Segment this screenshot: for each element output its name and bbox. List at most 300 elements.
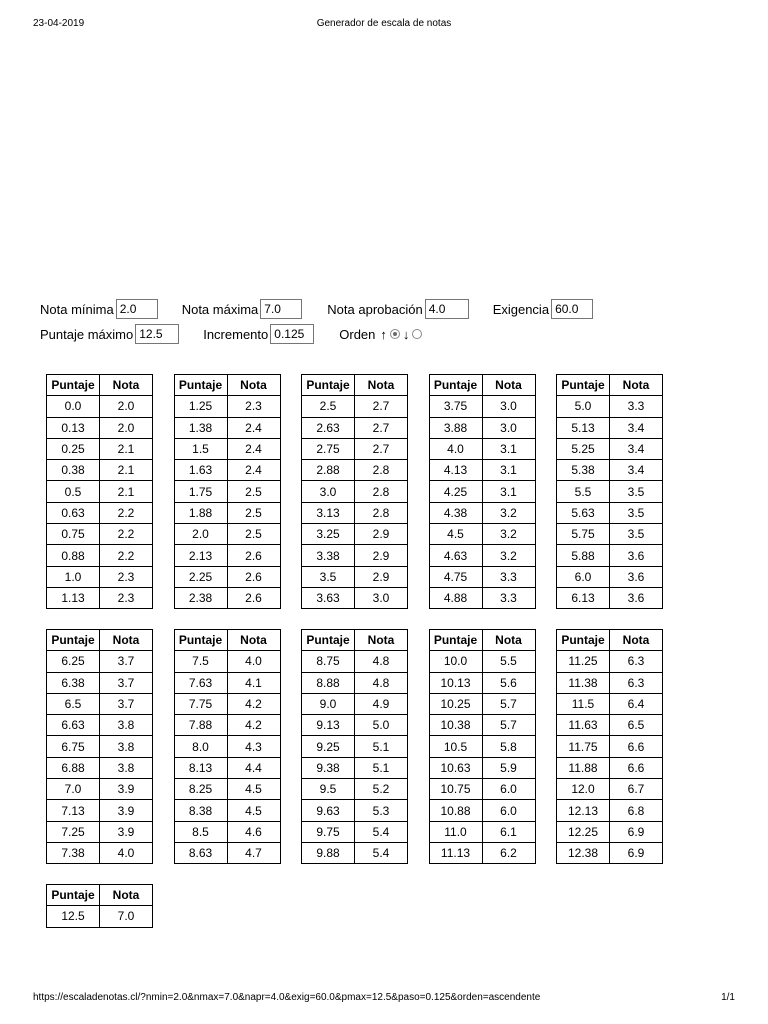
- puntaje-cell: 2.88: [302, 460, 355, 481]
- nota-header: Nota: [482, 630, 535, 651]
- puntaje-cell: 7.13: [47, 800, 100, 821]
- table-row: [47, 672, 153, 693]
- puntaje-cell: 4.25: [429, 481, 482, 502]
- nota-cell: 3.0: [482, 417, 535, 438]
- table-row: [47, 566, 153, 587]
- table-row: [557, 545, 663, 566]
- table-row: [47, 502, 153, 523]
- table-row: [47, 693, 153, 714]
- grade-table: [556, 629, 663, 864]
- puntaje-cell: 1.88: [174, 502, 227, 523]
- puntaje-cell: 0.38: [47, 460, 100, 481]
- nota-cell: 3.1: [482, 460, 535, 481]
- puntaje-cell: 11.75: [557, 736, 610, 757]
- puntaje-cell: 4.75: [429, 566, 482, 587]
- exigencia-field: [493, 299, 593, 319]
- table-row: [174, 821, 280, 842]
- puntaje-cell: 9.38: [302, 757, 355, 778]
- table-header-row: [557, 630, 663, 651]
- nota-maxima-label: Nota máxima: [181, 301, 259, 317]
- puntaje-cell: 10.5: [429, 736, 482, 757]
- table-header-row: [429, 375, 535, 396]
- form-row-puntaje: [40, 323, 425, 345]
- table-row: [47, 587, 153, 608]
- puntaje-cell: 11.88: [557, 757, 610, 778]
- table-row: [429, 438, 535, 459]
- table-row: [557, 566, 663, 587]
- nota-cell: 2.3: [100, 566, 153, 587]
- table-row: [429, 757, 535, 778]
- nota-cell: 3.1: [482, 438, 535, 459]
- nota-cell: 4.2: [227, 715, 280, 736]
- puntaje-cell: 9.88: [302, 842, 355, 863]
- puntaje-cell: 8.0: [174, 736, 227, 757]
- puntaje-cell: 2.0: [174, 524, 227, 545]
- puntaje-cell: 9.75: [302, 821, 355, 842]
- table-row: [302, 587, 408, 608]
- table-row: [174, 396, 280, 417]
- table-row: [174, 800, 280, 821]
- nota-header: Nota: [355, 630, 408, 651]
- nota-cell: 2.3: [100, 587, 153, 608]
- nota-cell: 2.9: [355, 566, 408, 587]
- puntaje-cell: 5.5: [557, 481, 610, 502]
- puntaje-cell: 4.0: [429, 438, 482, 459]
- puntaje-header: Puntaje: [429, 630, 482, 651]
- puntaje-cell: 9.13: [302, 715, 355, 736]
- table-header-row: [302, 630, 408, 651]
- print-page-number: 1/1: [721, 992, 735, 1003]
- nota-cell: 2.6: [227, 587, 280, 608]
- puntaje-cell: 4.63: [429, 545, 482, 566]
- nota-cell: 3.3: [610, 396, 663, 417]
- nota-cell: 3.6: [610, 545, 663, 566]
- puntaje-header: Puntaje: [47, 885, 100, 906]
- nota-cell: 5.0: [355, 715, 408, 736]
- grade-table: [46, 374, 153, 609]
- nota-header: Nota: [100, 375, 153, 396]
- puntaje-cell: 3.75: [429, 396, 482, 417]
- puntaje-cell: 0.88: [47, 545, 100, 566]
- table-row: [47, 545, 153, 566]
- puntaje-cell: 11.38: [557, 672, 610, 693]
- puntaje-cell: 4.88: [429, 587, 482, 608]
- nota-cell: 4.1: [227, 672, 280, 693]
- table-row: [47, 524, 153, 545]
- puntaje-cell: 6.5: [47, 693, 100, 714]
- print-url: https://escaladenotas.cl/?nmin=2.0&nmax=7.0&napr=4.0&exig=60.0&pmax=12.5&paso=0.125&orden=ascendente: [33, 992, 541, 1003]
- nota-cell: 3.8: [100, 736, 153, 757]
- puntaje-cell: 7.75: [174, 693, 227, 714]
- nota-cell: 2.5: [227, 524, 280, 545]
- puntaje-cell: 5.0: [557, 396, 610, 417]
- table-row: [429, 779, 535, 800]
- puntaje-cell: 8.75: [302, 651, 355, 672]
- nota-cell: 2.4: [227, 460, 280, 481]
- nota-cell: 3.9: [100, 821, 153, 842]
- nota-cell: 3.3: [482, 566, 535, 587]
- table-row: [302, 566, 408, 587]
- nota-cell: 4.5: [227, 779, 280, 800]
- puntaje-cell: 2.63: [302, 417, 355, 438]
- nota-cell: 3.7: [100, 672, 153, 693]
- puntaje-cell: 4.38: [429, 502, 482, 523]
- table-row: [429, 821, 535, 842]
- puntaje-cell: 0.13: [47, 417, 100, 438]
- puntaje-cell: 1.63: [174, 460, 227, 481]
- table-row: [429, 800, 535, 821]
- puntaje-cell: 12.0: [557, 779, 610, 800]
- puntaje-maximo-input[interactable]: [135, 324, 179, 344]
- puntaje-cell: 2.38: [174, 587, 227, 608]
- nota-cell: 2.9: [355, 545, 408, 566]
- nota-cell: 2.9: [355, 524, 408, 545]
- table-row: [429, 417, 535, 438]
- puntaje-cell: 8.88: [302, 672, 355, 693]
- table-row: [174, 417, 280, 438]
- nota-cell: 2.8: [355, 481, 408, 502]
- puntaje-cell: 1.25: [174, 396, 227, 417]
- nota-cell: 5.3: [355, 800, 408, 821]
- nota-cell: 2.6: [227, 545, 280, 566]
- table-row: [174, 438, 280, 459]
- table-row: [174, 524, 280, 545]
- nota-cell: 5.7: [482, 715, 535, 736]
- puntaje-cell: 0.63: [47, 502, 100, 523]
- nota-cell: 6.4: [610, 693, 663, 714]
- arrow-down-icon: ↓: [402, 326, 410, 342]
- table-row: [429, 396, 535, 417]
- nota-cell: 2.4: [227, 417, 280, 438]
- puntaje-header: Puntaje: [174, 375, 227, 396]
- nota-cell: 5.6: [482, 672, 535, 693]
- table-row: [174, 736, 280, 757]
- grade-table: [174, 629, 281, 864]
- puntaje-cell: 10.25: [429, 693, 482, 714]
- table-header-row: [302, 375, 408, 396]
- table-header-row: [429, 630, 535, 651]
- table-row: [302, 502, 408, 523]
- table-row: [557, 800, 663, 821]
- nota-cell: 3.7: [100, 693, 153, 714]
- nota-cell: 4.8: [355, 651, 408, 672]
- table-row: [47, 396, 153, 417]
- nota-cell: 6.9: [610, 842, 663, 863]
- table-row: [429, 545, 535, 566]
- table-row: [174, 779, 280, 800]
- table-row: [174, 566, 280, 587]
- table-header-row: [47, 375, 153, 396]
- table-row: [302, 736, 408, 757]
- nota-cell: 2.7: [355, 396, 408, 417]
- table-row: [47, 417, 153, 438]
- nota-cell: 2.5: [227, 481, 280, 502]
- puntaje-cell: 3.5: [302, 566, 355, 587]
- table-row: [174, 502, 280, 523]
- puntaje-cell: 5.38: [557, 460, 610, 481]
- puntaje-cell: 3.25: [302, 524, 355, 545]
- print-title: Generador de escala de notas: [316, 18, 452, 29]
- puntaje-cell: 1.5: [174, 438, 227, 459]
- table-row: [174, 842, 280, 863]
- nota-cell: 4.2: [227, 693, 280, 714]
- orden-descendente-radio[interactable]: [412, 329, 422, 339]
- puntaje-cell: 9.63: [302, 800, 355, 821]
- nota-minima-input[interactable]: [116, 299, 158, 319]
- grade-table: [301, 629, 408, 864]
- grade-table: [429, 629, 536, 864]
- incremento-input[interactable]: [270, 324, 314, 344]
- puntaje-cell: 3.88: [429, 417, 482, 438]
- grade-table: [301, 374, 408, 609]
- table-row: [302, 524, 408, 545]
- puntaje-header: Puntaje: [429, 375, 482, 396]
- nota-cell: 2.1: [100, 438, 153, 459]
- grade-table: [46, 629, 153, 864]
- nota-cell: 4.8: [355, 672, 408, 693]
- table-row: [47, 715, 153, 736]
- table-row: [557, 502, 663, 523]
- puntaje-cell: 11.0: [429, 821, 482, 842]
- orden-label: Orden: [339, 326, 376, 342]
- puntaje-cell: 2.25: [174, 566, 227, 587]
- nota-cell: 3.1: [482, 481, 535, 502]
- table-row: [429, 502, 535, 523]
- nota-header: Nota: [100, 885, 153, 906]
- nota-cell: 2.7: [355, 417, 408, 438]
- puntaje-header: Puntaje: [174, 630, 227, 651]
- puntaje-header: Puntaje: [47, 630, 100, 651]
- puntaje-cell: 1.13: [47, 587, 100, 608]
- puntaje-cell: 6.88: [47, 757, 100, 778]
- table-row: [302, 545, 408, 566]
- nota-cell: 5.5: [482, 651, 535, 672]
- nota-cell: 2.3: [227, 396, 280, 417]
- puntaje-cell: 5.25: [557, 438, 610, 459]
- table-row: [302, 417, 408, 438]
- nota-cell: 6.3: [610, 651, 663, 672]
- table-row: [429, 566, 535, 587]
- nota-aprobacion-label: Nota aprobación: [327, 301, 423, 317]
- nota-cell: 2.0: [100, 417, 153, 438]
- table-row: [429, 587, 535, 608]
- table-row: [557, 651, 663, 672]
- table-header-row: [174, 375, 280, 396]
- table-row: [302, 438, 408, 459]
- nota-cell: 6.0: [482, 779, 535, 800]
- puntaje-cell: 10.75: [429, 779, 482, 800]
- puntaje-cell: 3.13: [302, 502, 355, 523]
- nota-cell: 3.9: [100, 800, 153, 821]
- nota-cell: 4.6: [227, 821, 280, 842]
- puntaje-header: Puntaje: [302, 630, 355, 651]
- table-row: [429, 460, 535, 481]
- nota-maxima-field: [182, 299, 303, 319]
- puntaje-cell: 6.25: [47, 651, 100, 672]
- puntaje-cell: 10.13: [429, 672, 482, 693]
- table-row: [302, 672, 408, 693]
- table-row: [174, 672, 280, 693]
- nota-cell: 2.2: [100, 524, 153, 545]
- table-row: [557, 460, 663, 481]
- nota-cell: 3.9: [100, 779, 153, 800]
- puntaje-cell: 7.0: [47, 779, 100, 800]
- table-row: [302, 779, 408, 800]
- nota-aprobacion-field: [327, 299, 468, 319]
- puntaje-cell: 12.5: [47, 906, 100, 927]
- puntaje-cell: 11.5: [557, 693, 610, 714]
- table-row: [47, 906, 153, 927]
- table-row: [47, 821, 153, 842]
- table-row: [557, 842, 663, 863]
- nota-cell: 5.1: [355, 736, 408, 757]
- puntaje-cell: 2.13: [174, 545, 227, 566]
- puntaje-maximo-label: Puntaje máximo: [40, 326, 134, 342]
- puntaje-header: Puntaje: [302, 375, 355, 396]
- table-row: [174, 651, 280, 672]
- table-row: [429, 736, 535, 757]
- puntaje-cell: 9.0: [302, 693, 355, 714]
- nota-header: Nota: [355, 375, 408, 396]
- nota-cell: 5.2: [355, 779, 408, 800]
- puntaje-cell: 5.88: [557, 545, 610, 566]
- table-row: [557, 524, 663, 545]
- table-row: [174, 715, 280, 736]
- puntaje-cell: 8.38: [174, 800, 227, 821]
- nota-cell: 3.4: [610, 417, 663, 438]
- table-row: [302, 651, 408, 672]
- nota-cell: 2.1: [100, 460, 153, 481]
- grade-table: [174, 374, 281, 609]
- nota-cell: 6.0: [482, 800, 535, 821]
- nota-cell: 2.8: [355, 460, 408, 481]
- nota-cell: 3.4: [610, 438, 663, 459]
- nota-cell: 4.9: [355, 693, 408, 714]
- nota-cell: 3.2: [482, 545, 535, 566]
- puntaje-cell: 12.25: [557, 821, 610, 842]
- table-row: [557, 438, 663, 459]
- orden-ascendente-radio[interactable]: [390, 329, 400, 339]
- nota-cell: 3.5: [610, 502, 663, 523]
- nota-cell: 3.2: [482, 524, 535, 545]
- table-row: [174, 460, 280, 481]
- table-row: [174, 587, 280, 608]
- puntaje-cell: 11.25: [557, 651, 610, 672]
- table-row: [429, 842, 535, 863]
- puntaje-cell: 7.25: [47, 821, 100, 842]
- table-row: [174, 757, 280, 778]
- puntaje-cell: 8.13: [174, 757, 227, 778]
- puntaje-cell: 7.88: [174, 715, 227, 736]
- nota-cell: 7.0: [100, 906, 153, 927]
- nota-header: Nota: [227, 375, 280, 396]
- nota-cell: 6.1: [482, 821, 535, 842]
- nota-cell: 4.5: [227, 800, 280, 821]
- puntaje-cell: 8.63: [174, 842, 227, 863]
- puntaje-cell: 6.75: [47, 736, 100, 757]
- puntaje-cell: 12.38: [557, 842, 610, 863]
- puntaje-cell: 3.63: [302, 587, 355, 608]
- table-header-row: [47, 630, 153, 651]
- puntaje-cell: 0.0: [47, 396, 100, 417]
- table-row: [557, 821, 663, 842]
- table-row: [429, 715, 535, 736]
- puntaje-cell: 5.63: [557, 502, 610, 523]
- puntaje-maximo-field: [40, 324, 179, 344]
- table-row: [47, 651, 153, 672]
- table-row: [557, 736, 663, 757]
- puntaje-cell: 10.88: [429, 800, 482, 821]
- nota-cell: 3.8: [100, 757, 153, 778]
- table-row: [302, 842, 408, 863]
- nota-cell: 3.5: [610, 481, 663, 502]
- puntaje-cell: 3.38: [302, 545, 355, 566]
- grade-table: [556, 374, 663, 609]
- puntaje-cell: 6.38: [47, 672, 100, 693]
- nota-cell: 5.8: [482, 736, 535, 757]
- nota-cell: 4.0: [227, 651, 280, 672]
- table-row: [429, 524, 535, 545]
- arrow-up-icon: ↑: [380, 326, 387, 342]
- nota-cell: 6.5: [610, 715, 663, 736]
- table-row: [47, 736, 153, 757]
- nota-aprobacion-input[interactable]: [425, 299, 469, 319]
- puntaje-cell: 11.63: [557, 715, 610, 736]
- exigencia-input[interactable]: [551, 299, 593, 319]
- table-row: [47, 438, 153, 459]
- table-header-row: [557, 375, 663, 396]
- nota-cell: 3.4: [610, 460, 663, 481]
- table-row: [302, 396, 408, 417]
- nota-cell: 2.7: [355, 438, 408, 459]
- puntaje-cell: 7.5: [174, 651, 227, 672]
- puntaje-cell: 2.5: [302, 396, 355, 417]
- nota-maxima-input[interactable]: [260, 299, 302, 319]
- puntaje-cell: 11.13: [429, 842, 482, 863]
- puntaje-cell: 9.5: [302, 779, 355, 800]
- table-row: [174, 693, 280, 714]
- table-row: [47, 757, 153, 778]
- nota-cell: 5.4: [355, 821, 408, 842]
- puntaje-cell: 10.0: [429, 651, 482, 672]
- table-row: [557, 715, 663, 736]
- table-row: [302, 481, 408, 502]
- nota-cell: 2.2: [100, 502, 153, 523]
- puntaje-header: Puntaje: [557, 630, 610, 651]
- nota-cell: 5.1: [355, 757, 408, 778]
- puntaje-cell: 1.0: [47, 566, 100, 587]
- nota-cell: 3.3: [482, 587, 535, 608]
- nota-cell: 5.9: [482, 757, 535, 778]
- table-row: [557, 396, 663, 417]
- table-row: [47, 481, 153, 502]
- nota-cell: 6.7: [610, 779, 663, 800]
- puntaje-cell: 10.38: [429, 715, 482, 736]
- puntaje-cell: 3.0: [302, 481, 355, 502]
- puntaje-cell: 10.63: [429, 757, 482, 778]
- puntaje-cell: 5.75: [557, 524, 610, 545]
- nota-minima-label: Nota mínima: [40, 301, 114, 317]
- puntaje-cell: 12.13: [557, 800, 610, 821]
- nota-cell: 6.8: [610, 800, 663, 821]
- nota-cell: 2.2: [100, 545, 153, 566]
- table-row: [557, 587, 663, 608]
- table-row: [302, 800, 408, 821]
- nota-cell: 2.8: [355, 502, 408, 523]
- nota-cell: 3.0: [482, 396, 535, 417]
- nota-cell: 3.5: [610, 524, 663, 545]
- table-row: [302, 715, 408, 736]
